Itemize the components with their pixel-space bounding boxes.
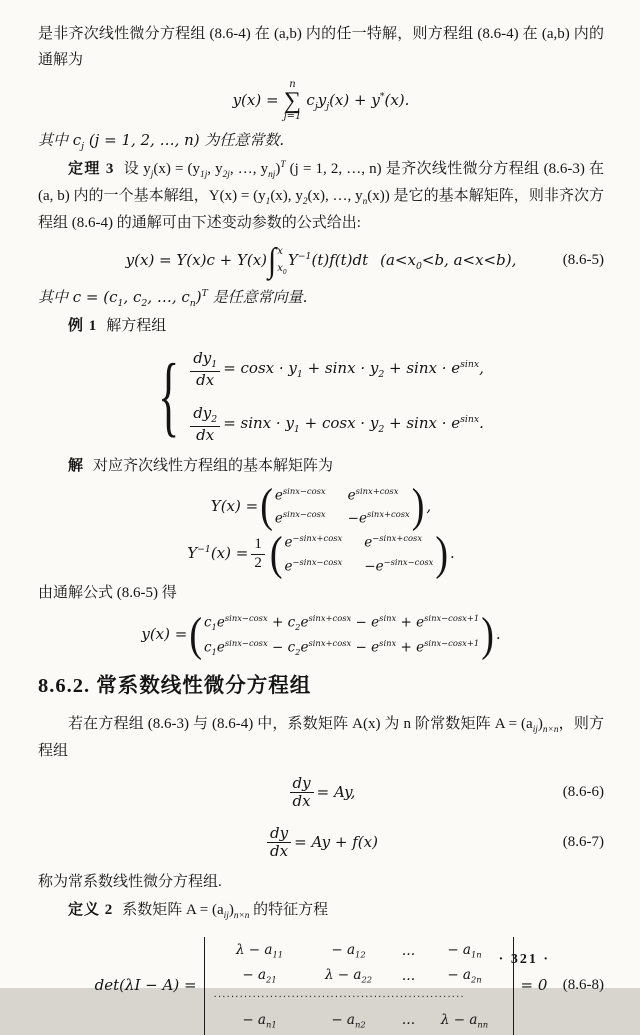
determinant-row-2: − $a_{21}$ $\lambda - a_{22}$ … − $a_{2n}$ xyxy=(242,967,482,985)
solution-text: 对应齐次线性方程组的基本解矩阵为 xyxy=(93,457,334,474)
right-paren: ) xyxy=(435,527,449,581)
constant-coefficient-paragraph: 若在方程组 (8.6-3) 与 (8.6-4) 中，系数矩阵 A(x) 为 n 阶常数矩阵 $A = (a_{ij})_{n\times n}$，则方程组 xyxy=(38,716,604,760)
general-solution-sum-formula xyxy=(38,80,604,123)
theorem-3-label: 定理 3 xyxy=(68,161,115,178)
definition-2-label: 定义 2 xyxy=(68,902,114,919)
example-1-label: 例 1 xyxy=(68,318,98,335)
sum-upper-limit: n xyxy=(289,78,296,90)
solution-label: 解 xyxy=(68,457,85,474)
system-equation-2: $\frac{dy_2}{dx}$ = $\sin x \cdot y_1 + \cos x \cdot y_2 + \sin x \cdot e^{sinx}$. xyxy=(187,405,484,444)
formula-lhs: y(x) = xyxy=(232,91,279,110)
derivative-fraction-1: $\frac{dy_1}{dx}$ xyxy=(190,350,220,389)
equation-tag-8-6-7: (8.6-7) xyxy=(562,833,604,850)
derivative-fraction-2: $\frac{dy_2}{dx}$ xyxy=(190,405,220,444)
left-paren: ( xyxy=(269,527,283,581)
integral-symbol xyxy=(268,243,287,279)
left-paren: ( xyxy=(189,608,202,662)
determinant-row-n: − $a_{n1}$ − $a_{n2}$ … $\lambda - a_{nn}$ xyxy=(242,1011,489,1030)
naming-sentence: 称为常系数线性微分方程组. xyxy=(38,874,222,891)
formula-post: $Y^{-1}(t)f(t)dt$ xyxy=(287,251,369,270)
integral-glyph: ∫ xyxy=(268,241,277,280)
ode-system-formula xyxy=(38,345,604,447)
definition-2-paragraph xyxy=(38,898,604,925)
definition-2-body: 系数矩阵 $A = (a_{ij})_{n\times n}$ 的特征方程 xyxy=(122,902,329,922)
system-equation-1: $\frac{dy_1}{dx}$ = $\cos x \cdot y_1 + \sin x \cdot y_2 + \sin x \cdot e^{sinx}$, xyxy=(187,350,484,389)
sigma-glyph: ∑ xyxy=(283,87,302,114)
fundamental-matrix-Y: Y(x) = ( $e^{sinx-cosx}$ $e^{sinx+cosx}$ $e^{sinx-cosx}$ $-e^{sinx+cosx}$ ) , xyxy=(210,480,432,533)
intro-text: 是非齐次线性微分方程组 (8.6-4) 在 (a,b) 内的任一特解，则方程组 (8.6-4) 在 (a,b) 内的通解为 xyxy=(38,26,604,68)
formula-8-6-6: $\frac{dy}{dx}$ = Ay, (8.6-6) xyxy=(38,775,604,811)
determinant-matrix xyxy=(204,937,514,1035)
conclusion-lead-in: 由通解公式 (8.6-5) 得 xyxy=(38,585,177,602)
formula-rhs: $c_jy_j(x) + y^*(x)$. xyxy=(306,90,410,112)
theorem-3-paragraph xyxy=(38,157,604,237)
one-half-fraction: $\frac{1}{2}$ xyxy=(251,536,265,572)
right-paren: ) xyxy=(481,608,494,662)
inverse-matrix-Y: $Y^{-1}(x)$ = $\frac{1}{2}$ ( $e^{-sinx+cosx}$ $e^{-sinx+cosx}$ $e^{-sinx-cosx}$ $-e^{-sinx-cosx}$ ) . xyxy=(187,527,455,581)
solution-paragraph xyxy=(38,454,604,480)
determinant-row-1: $\lambda - a_{11}$ − $a_{12}$ … − $a_{1n}$ xyxy=(235,942,482,960)
page-number: · 321 · xyxy=(498,951,550,967)
constants-note: 其中 $c_j$ (j = 1, 2, …, n) 为任意常数. xyxy=(38,131,285,153)
equation-tag-8-6-8: (8.6-8) xyxy=(562,977,604,994)
intro-paragraph xyxy=(38,22,604,74)
left-paren: ( xyxy=(260,480,273,533)
example-1-heading xyxy=(38,314,604,340)
equation-tag-8-6-5: (8.6-5) xyxy=(562,252,604,269)
constant-vector-note: 其中 $c = (c_1$, $c_2$, …, $c_n)^T$ 是任意常向量. xyxy=(38,288,308,310)
sum-lower-limit: j=1 xyxy=(283,111,302,123)
section-heading-8-6-2: 8.6.2. 常系数线性微分方程组 xyxy=(38,675,312,698)
characteristic-equation-8-6-8: det(λI − A) = $\lambda - a_{11}$ − $a_{12}$ … − $a_{1n}$ − $a_{21}$ $\lambda - a_{22}$ … − $a_{2n}$ ·························································· − $a_{n1}$ − $a_{n2}$ … $\lambda - a_{nn}$ = 0 (8.6-8) xyxy=(38,937,604,1035)
formula-8-6-5 xyxy=(38,243,604,279)
determinant-ellipsis-row: ·························································· xyxy=(213,992,465,1004)
theorem-3-body: 设 $y_j(x) = (y_{1j}$, $y_{2j}$, …, $y_{nj})^T$ (j = 1, 2, …, n) 是齐次线性微分方程组 (8.6-3) 在 (a, b) 内的一个基本解组，$Y(x) = (y_1(x)$, $y_2(x)$, …, $y_n(x)$) 是它的基本解矩阵，则非齐次方程组 (8.6-4) 的通解可由下述变动参数的公式给出: xyxy=(38,160,604,232)
formula-condition: ($a<x_0<b$, a<x<b), xyxy=(380,250,517,272)
integral-upper-limit: x xyxy=(277,246,283,258)
example-1-title: 解方程组 xyxy=(106,318,167,335)
summation-symbol xyxy=(284,80,302,123)
derivative-fraction: $\frac{dy}{dx}$ xyxy=(290,775,314,811)
derivative-fraction: $\frac{dy}{dx}$ xyxy=(267,825,291,861)
formula-pre: y(x) = Y(x)c + Y(x) xyxy=(125,251,268,270)
formula-8-6-7: $\frac{dy}{dx}$ = Ay + f(x) (8.6-7) xyxy=(38,825,604,861)
equation-tag-8-6-6: (8.6-6) xyxy=(562,784,604,801)
system-brace: { xyxy=(158,345,180,447)
integral-lower-limit: $x_0$ xyxy=(277,263,287,277)
right-paren: ) xyxy=(411,480,425,533)
general-solution-result: y(x) = ( $c_1e^{sinx-cosx} + c_2e^{sinx+cosx} - e^{sinx} + e^{sinx-cosx+1}$ $c_1e^{sinx-cosx} - c_2e^{sinx+cosx} - e^{sinx} + e^{sinx-cosx+1}$ ) . xyxy=(141,608,501,662)
